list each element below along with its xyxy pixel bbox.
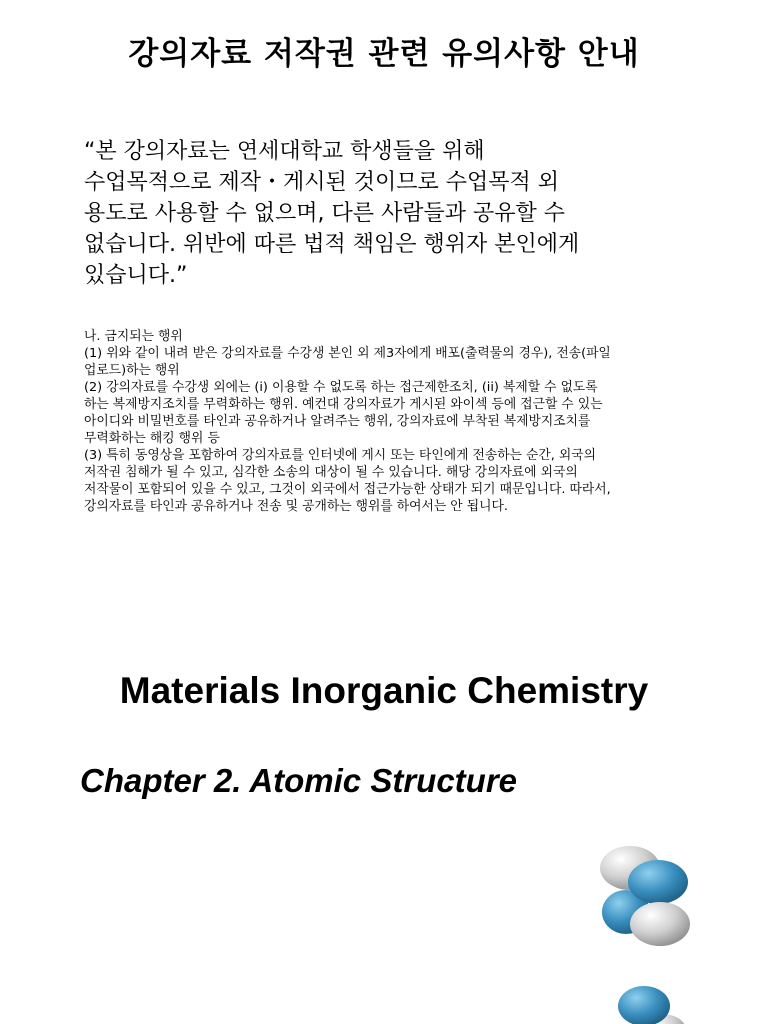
copyright-quote bbox=[84, 136, 684, 291]
prohibited-line: 업로드)하는 행위 bbox=[84, 363, 180, 378]
quote-line: 없습니다. 위반에 따른 법적 책임은 행위자 본인에게 bbox=[84, 232, 580, 257]
quote-line: 수업목적으로 제작・게시된 것이므로 수업목적 외 bbox=[84, 170, 560, 195]
orbital-lobe-blue bbox=[618, 986, 670, 1024]
prohibited-line: (2) 강의자료를 수강생 외에는 (i) 이용할 수 없도록 하는 접근제한조치, (ii) 복제할 수 없도록 bbox=[84, 380, 598, 395]
prohibited-line: 무력화하는 해킹 행위 등 bbox=[84, 431, 220, 446]
prohibited-acts-section bbox=[84, 328, 724, 515]
quote-line: 용도로 사용할 수 없으며, 다른 사람들과 공유할 수 bbox=[84, 201, 565, 226]
chapter-title: Chapter 2. Atomic Structure bbox=[80, 762, 518, 799]
d-orbital-lobes-icon bbox=[590, 838, 700, 954]
prohibited-line: (3) 특히 동영상을 포함하여 강의자료를 인터넷에 게시 또는 타인에게 전송하는 순간, 외국의 bbox=[84, 448, 596, 463]
prohibited-line: 강의자료를 타인과 공유하거나 전송 및 공개하는 행위를 하여서는 안 됩니다. bbox=[84, 499, 508, 514]
prohibited-line: (1) 위와 같이 내려 받은 강의자료를 수강생 본인 외 제3자에게 배포(출력물의 경우), 전송(파일 bbox=[84, 346, 611, 361]
prohibited-heading: 나. 금지되는 행위 bbox=[84, 329, 183, 344]
quote-line: “본 강의자료는 연세대학교 학생들을 위해 bbox=[84, 139, 485, 164]
quote-line: 있습니다.” bbox=[84, 263, 188, 288]
orbital-lobe-blue-right bbox=[628, 860, 688, 904]
course-title: Materials Inorganic Chemistry bbox=[119, 670, 649, 711]
prohibited-line: 저작권 침해가 될 수 있고, 심각한 소송의 대상이 될 수 있습니다. 해당 강의자료에 외국의 bbox=[84, 465, 578, 480]
copyright-notice-title: 강의자료 저작권 관련 유의사항 안내 bbox=[128, 36, 640, 72]
prohibited-line: 아이디와 비밀번호를 타인과 공유하거나 알려주는 행위, 강의자료에 부착된 복제방지조치를 bbox=[84, 414, 591, 429]
prohibited-line: 하는 복제방지조치를 무력화하는 행위. 예컨대 강의자료가 게시된 와이섹 등에 접근할 수 있는 bbox=[84, 397, 603, 412]
orbital-lobe-grey-bottom bbox=[630, 902, 690, 946]
prohibited-line: 저작물이 포함되어 있을 수 있고, 그것이 외국에서 접근가능한 상태가 되기 때문입니다. 따라서, bbox=[84, 482, 611, 497]
orbital-lobes-icon bbox=[596, 976, 696, 1024]
